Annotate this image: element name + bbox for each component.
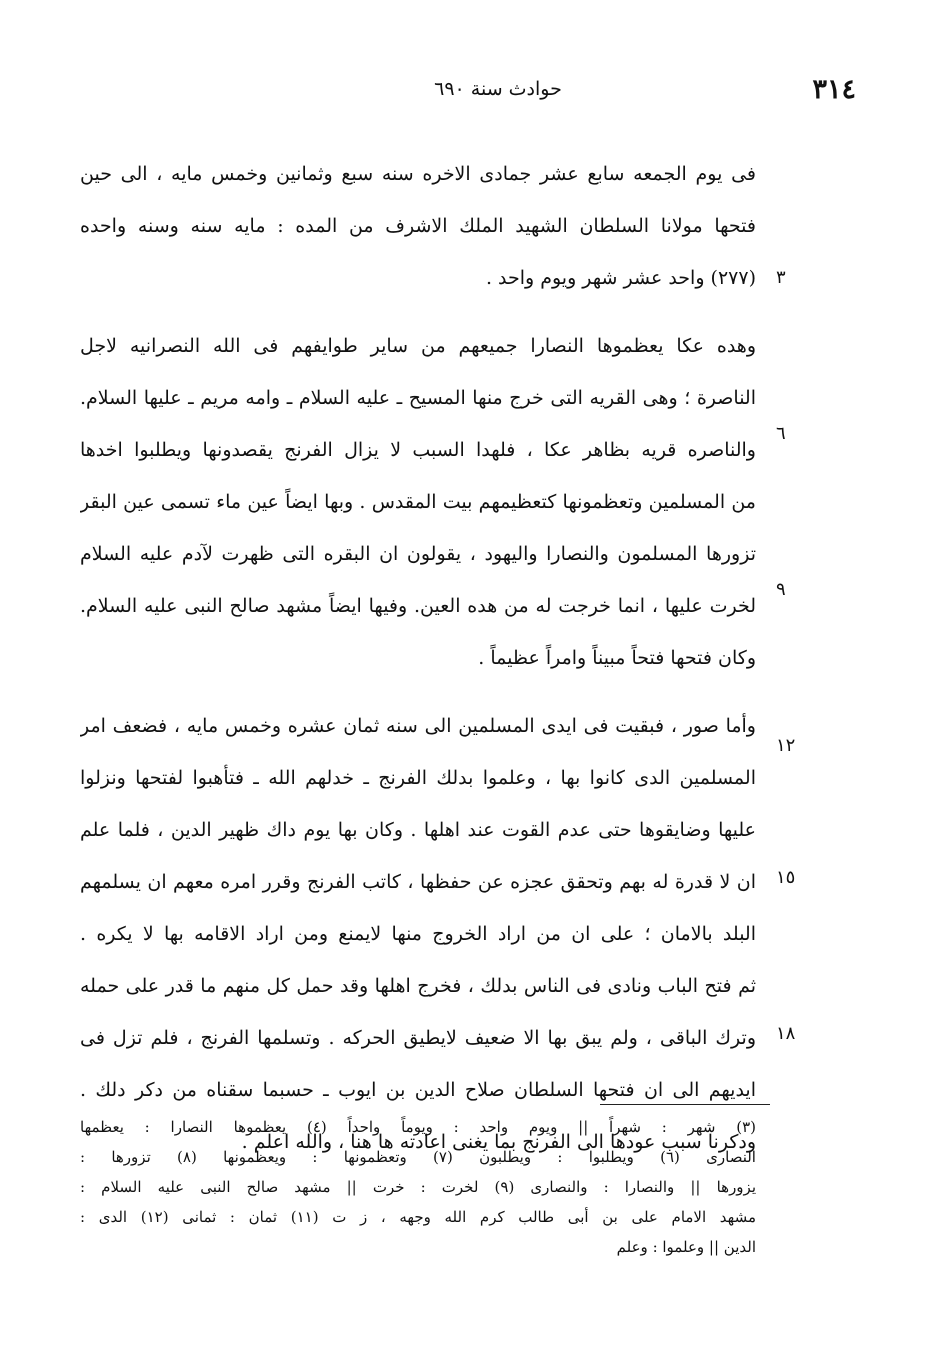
text-line: عليها وضايقوها حتى عدم القوت عند اهلها . وكان بها يوم داك ظهير الدين ، فلما علم	[80, 819, 756, 841]
page-header	[80, 74, 856, 114]
text-line: من المسلمين وتعظمونها كتعظيمهم بيت المقدس . وبها ايضاً عين ماء تسمى عين البقر	[80, 491, 756, 513]
line-number: ٦	[776, 423, 786, 444]
line-number: ١٥	[776, 867, 796, 888]
text-line: فتحها مولانا السلطان الشهيد الملك الاشرف من المده : مايه سنه وسنه واحده	[80, 215, 756, 237]
paragraph-gap	[80, 304, 756, 320]
text-line: فى يوم الجمعه سابع عشر جمادى الاخره سنه سبع وثمانين وخمس مايه ، الى حين	[80, 163, 756, 185]
text-line: (٢٧٧) واحد عشر شهر ويوم واحد .	[485, 267, 756, 289]
text-line: ايديهم الى ان فتحها السلطان صلاح الدين بن ايوب ـ حسبما سقناه من دكر دلك .	[80, 1079, 756, 1101]
text-line: لخرت عليها ، انما خرجت له من هده العين. وفيها ايضاً مشهد صالح النبى عليه السلام.	[80, 595, 756, 617]
footnotes	[80, 1112, 756, 1262]
footnote-line: مشهد الامام على بن أبى طالب كرم الله وجهه ، ز ت (١١) ثمان : ثمانى (١٢) الدى :	[80, 1208, 756, 1226]
text-line: وأما صور ، فبقيت فى ايدى المسلمين الى سنه ثمان عشره وخمس مايه ، فضعف امر	[80, 715, 756, 737]
text-line: والناصره قريه بظاهر عكا ، فلهدا السبب لا يزال الفرنج يقصدونها ويطلبوا اخدها	[80, 439, 756, 461]
line-number: ١٢	[776, 735, 796, 756]
footnote-line: يزورها || والنصارا : والنصارى (٩) لخرت : خرت || مشهد صالح النبى عليه السلام :	[80, 1178, 756, 1196]
running-title: حوادث سنة ٦٩٠	[434, 78, 562, 100]
text-line: الناصرة ؛ وهى القريه التى خرج منها المسيح ـ عليه السلام ـ وامه مريم ـ عليها السلام.	[80, 387, 756, 409]
text-line: وكان فتحها فتحاً مبيناً وامراً عظيماً .	[478, 647, 756, 669]
footnote-divider	[600, 1104, 770, 1105]
text-line: ان لا قدرة له بهم وتحقق عجزه عن حفظها ، كاتب الفرنج وقرر امره معهم ان يسلمهم	[80, 871, 756, 893]
text-line: البلد بالامان ؛ على ان من اراد الخروج منها لايمنع ومن اراد الاقامه بها لا يكره .	[80, 923, 756, 945]
page-number: ٣١٤	[812, 74, 856, 105]
text-line: تزورها المسلمون والنصارا واليهود ، يقولون ان البقره التى ظهرت لآدم عليه السلام	[80, 543, 756, 565]
footnote-line: النصارى (٦) ويطلبوا : ويطلبون (٧) وتعظمونها : ويعظمونها (٨) تزورها :	[80, 1148, 756, 1166]
main-text	[80, 148, 756, 1168]
text-line: المسلمين الدى كانوا بها ، وعلموا بدلك الفرنج ـ خدلهم الله ـ فتأهبوا لفتحها ونزلوا	[80, 767, 756, 789]
footnote-line: (٣) شهر : شهراً || ويوم واحد : ويوماً واحداً (٤) يعظموها النصارا : يعظمها	[80, 1118, 756, 1136]
text-line: وهده عكا يعظموها النصارا جميعهم من ساير طوايفهم فى الله النصرانيه لاجل	[80, 335, 756, 357]
text-line: ودكرنا سبب عودها الى الفرنج بما يغنى اعادته ها هنا ، والله اعلم .	[241, 1131, 756, 1153]
text-line: ثم فتح الباب ونادى فى الناس بدلك ، فخرج اهلها وقد حمل كل منهم ما قدر على حمله	[80, 975, 756, 997]
line-number: ١٨	[776, 1023, 796, 1044]
text-line: وترك الباقى ، ولم يبق بها الا ضعيف لايطيق الحركه . وتسلمها الفرنج ، فلم تزل فى	[80, 1027, 756, 1049]
footnote-line: الدين || وعلموا : وعلم	[616, 1238, 756, 1256]
line-number: ٩	[776, 579, 786, 600]
paragraph-gap	[80, 684, 756, 700]
line-number: ٣	[776, 267, 786, 288]
